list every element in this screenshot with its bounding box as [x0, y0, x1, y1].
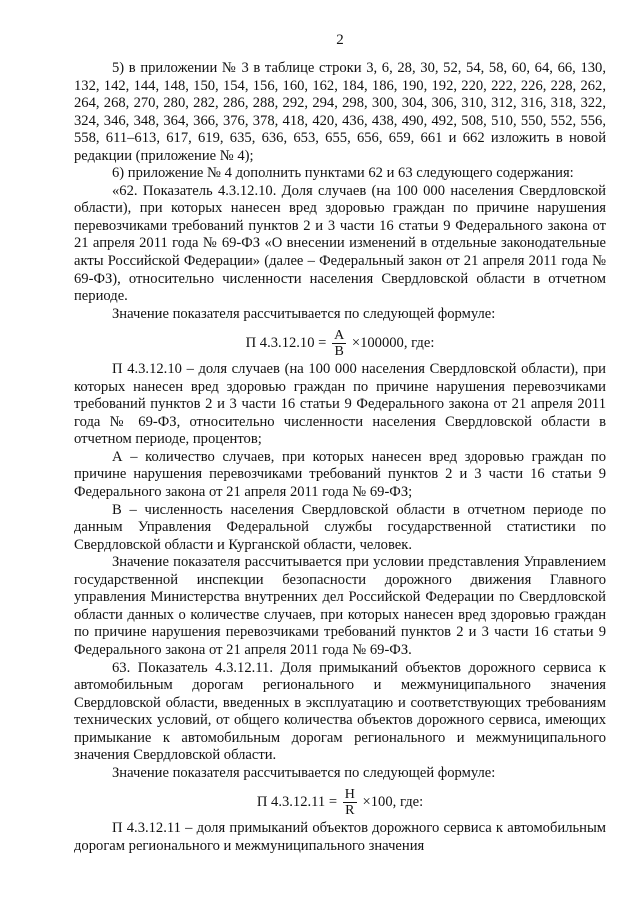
paragraph-definition-a: А – количество случаев, при которых нанесен вред здоровью граждан по причине нарушения перевозчиками требований пунктов 2 и 3 части 16 статьи 9 Федерального закона от 21 апреля 2011 года № 69-ФЗ; — [74, 448, 606, 501]
formula-numerator: А — [334, 328, 345, 344]
paragraph-indicator-63: 63. Показатель 4.3.12.11. Доля примыканий объектов дорожного сервиса к автомобильным дорогам регионального и межмуниципального значения Свердловской области, введенных в эксплуатацию и соответствующих требованиям технических условий, от общего количества объектов дорожного сервиса, имеющих примыкание к автомобильным дорогам регионального и межмуниципального значения Свердловской области. — [74, 659, 606, 764]
paragraph-item-6: 6) приложение № 4 дополнить пунктами 62 и 63 следующего содержания: — [112, 165, 574, 182]
formula-indicator-63 — [74, 787, 606, 818]
formula-rhs: ×100000, где: — [351, 334, 435, 351]
formula-fraction — [343, 787, 357, 818]
paragraph-definition-p: П 4.3.12.10 – доля случаев (на 100 000 населения Свердловской области), при которых нанесен вред здоровью граждан по причине нарушения перевозчиками требований пунктов 2 и 3 части 16 статьи 9 Федерального закона от 21 апреля 2011 года № 69-ФЗ, относительно численности населения Свердловской области в отчетном периоде, процентов; — [74, 361, 606, 448]
formula-denominator: В — [334, 344, 344, 360]
formula-denominator: R — [345, 803, 355, 819]
formula-fraction — [332, 328, 346, 359]
formula-lhs: П 4.3.12.11 = — [256, 794, 338, 811]
paragraph-definition-p2: П 4.3.12.11 – доля примыканий объектов дорожного сервиса к автомобильным дорогам регионального и межмуниципального значения — [74, 820, 606, 854]
formula-indicator-62 — [74, 328, 606, 359]
paragraph-definition-b: В – численность населения Свердловской области в отчетном периоде по данным Управления Федеральной службы государственной статистики по Свердловской области и Курганской области, человек. — [74, 501, 606, 553]
formula-numerator: Н — [344, 787, 355, 803]
paragraph-formula-intro-1: Значение показателя рассчитывается по следующей формуле: — [112, 305, 496, 322]
paragraph-item-5: 5) в приложении № 3 в таблице строки 3, 6, 28, 30, 52, 54, 58, 60, 64, 66, 130, 132, 142, 144, 148, 150, 154, 156, 160, 162, 184, 186, 190, 192, 220, 222, 226, 228, 262, 264, 268, 270, 280, 282, 286, 288, 292, 294, 298, 300, 304, 306, 310, 312, 316, 318, 322, 324, 346, 348, 364, 366, 376, 378, 418, 420, 436, 438, 490, 492, 508, 510, 550, 552, 556, 558, 611–613, 617, 619, 635, 636, 653, 655, 656, 659, 661 и 662 изложить в новой редакции (приложение № 4); — [74, 60, 606, 164]
page-number: 2 — [336, 32, 344, 48]
paragraph-formula-intro-2: Значение показателя рассчитывается по следующей формуле: — [112, 764, 496, 781]
paragraph-condition: Значение показателя рассчитывается при условии представления Управлением государственной инспекции безопасности дорожного движения Главного управления Министерства внутренних дел Российской Федерации по Свердловской области данных о количестве случаев, при которых нанесен вред здоровью граждан по причине нарушения перевозчиками требований пунктов 2 и 3 части 16 статьи 9 Федерального закона от 21 апреля 2011 года № 69-ФЗ. — [74, 554, 606, 658]
formula-rhs: ×100, где: — [362, 794, 424, 811]
document-body — [74, 60, 606, 855]
paragraph-indicator-62: «62. Показатель 4.3.12.10. Доля случаев (на 100 000 населения Свердловской области), при которых нанесен вред здоровью граждан по причине нарушения перевозчиками требований пунктов 2 и 3 части 16 статьи 9 Федерального закона от 21 апреля 2011 года № 69-ФЗ «О внесении изменений в отдельные законодательные акты Российской Федерации» (далее – Федеральный закон от 21 апреля 2011 года № 69-ФЗ), относительно численности населения Свердловской области в отчетном периоде. — [74, 182, 606, 305]
formula-lhs: П 4.3.12.10 = — [245, 334, 327, 351]
